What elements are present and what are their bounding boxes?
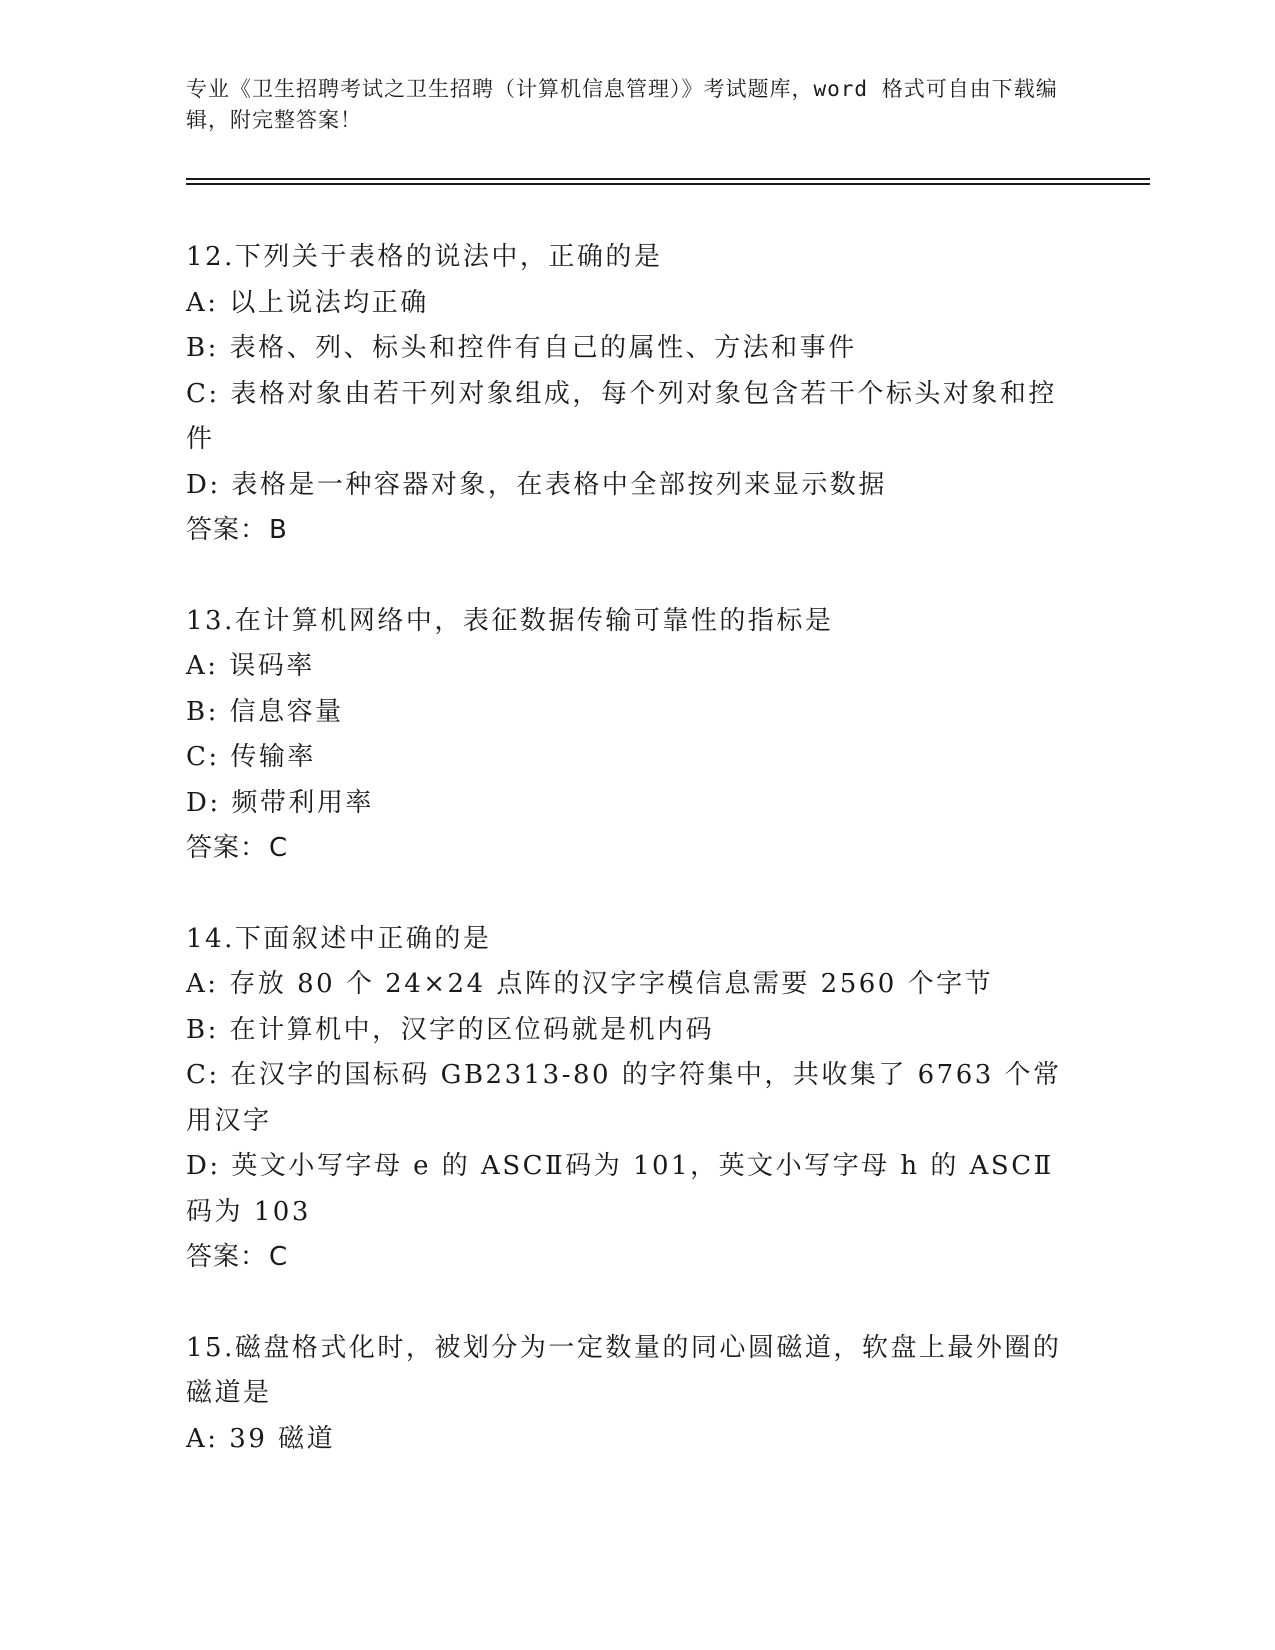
question-stem: 12.下列关于表格的说法中，正确的是: [186, 242, 663, 272]
option-c: C: 传输率: [186, 742, 316, 772]
answer-line: [186, 508, 1076, 554]
answer-label: 答案：: [186, 515, 268, 545]
question-15: [186, 1326, 1076, 1463]
option-a: A: 误码率: [186, 651, 315, 681]
option-a: A: 以上说法均正确: [186, 287, 429, 318]
option-a: A: 39 磁道: [186, 1423, 336, 1454]
question-stem: 13.在计算机网络中，表征数据传输可靠性的指标是: [186, 605, 834, 636]
answer-line: [186, 1235, 1076, 1281]
question-stem: 14.下面叙述中正确的是: [186, 923, 492, 954]
answer-value: C: [269, 833, 289, 863]
answer-value: B: [269, 515, 288, 545]
question-12: [186, 235, 1076, 554]
option-c: C: 在汉字的国标码 GB2313-80 的字符集中，共收集了 6763 个常用汉字: [186, 1060, 1062, 1136]
option-c: C: 表格对象由若干列对象组成，每个列对象包含若干个标头对象和控件: [186, 378, 1057, 454]
option-d: D: 频带利用率: [186, 787, 374, 818]
header-divider-bottom: [186, 183, 1150, 185]
question-14: [186, 917, 1076, 1281]
answer-line: [186, 826, 1076, 872]
answer-label: 答案：: [186, 1242, 268, 1272]
answer-value: C: [269, 1242, 289, 1272]
question-stem: 15.磁盘格式化时，被划分为一定数量的同心圆磁道，软盘上最外圈的磁道是: [186, 1332, 1062, 1408]
option-d: D: 表格是一种容器对象，在表格中全部按列来显示数据: [186, 469, 887, 500]
option-b: B: 表格、列、标头和控件有自己的属性、方法和事件: [186, 333, 857, 363]
question-list: [186, 235, 1076, 1462]
header-divider-top: [186, 178, 1150, 180]
answer-label: 答案：: [186, 833, 268, 863]
option-d: D: 英文小写字母 e 的 ASCⅡ码为 101，英文小写字母 h 的 ASCⅡ码为 103: [186, 1151, 1054, 1227]
option-b: B: 信息容量: [186, 696, 344, 727]
option-b: B: 在计算机中，汉字的区位码就是机内码: [186, 1014, 715, 1045]
document-header: 专业《卫生招聘考试之卫生招聘（计算机信息管理）》考试题库，word 格式可自由下载编辑，附完整答案！: [186, 77, 1058, 132]
question-13: [186, 599, 1076, 872]
option-a: A: 存放 80 个 24×24 点阵的汉字字模信息需要 2560 个字节: [186, 969, 994, 999]
